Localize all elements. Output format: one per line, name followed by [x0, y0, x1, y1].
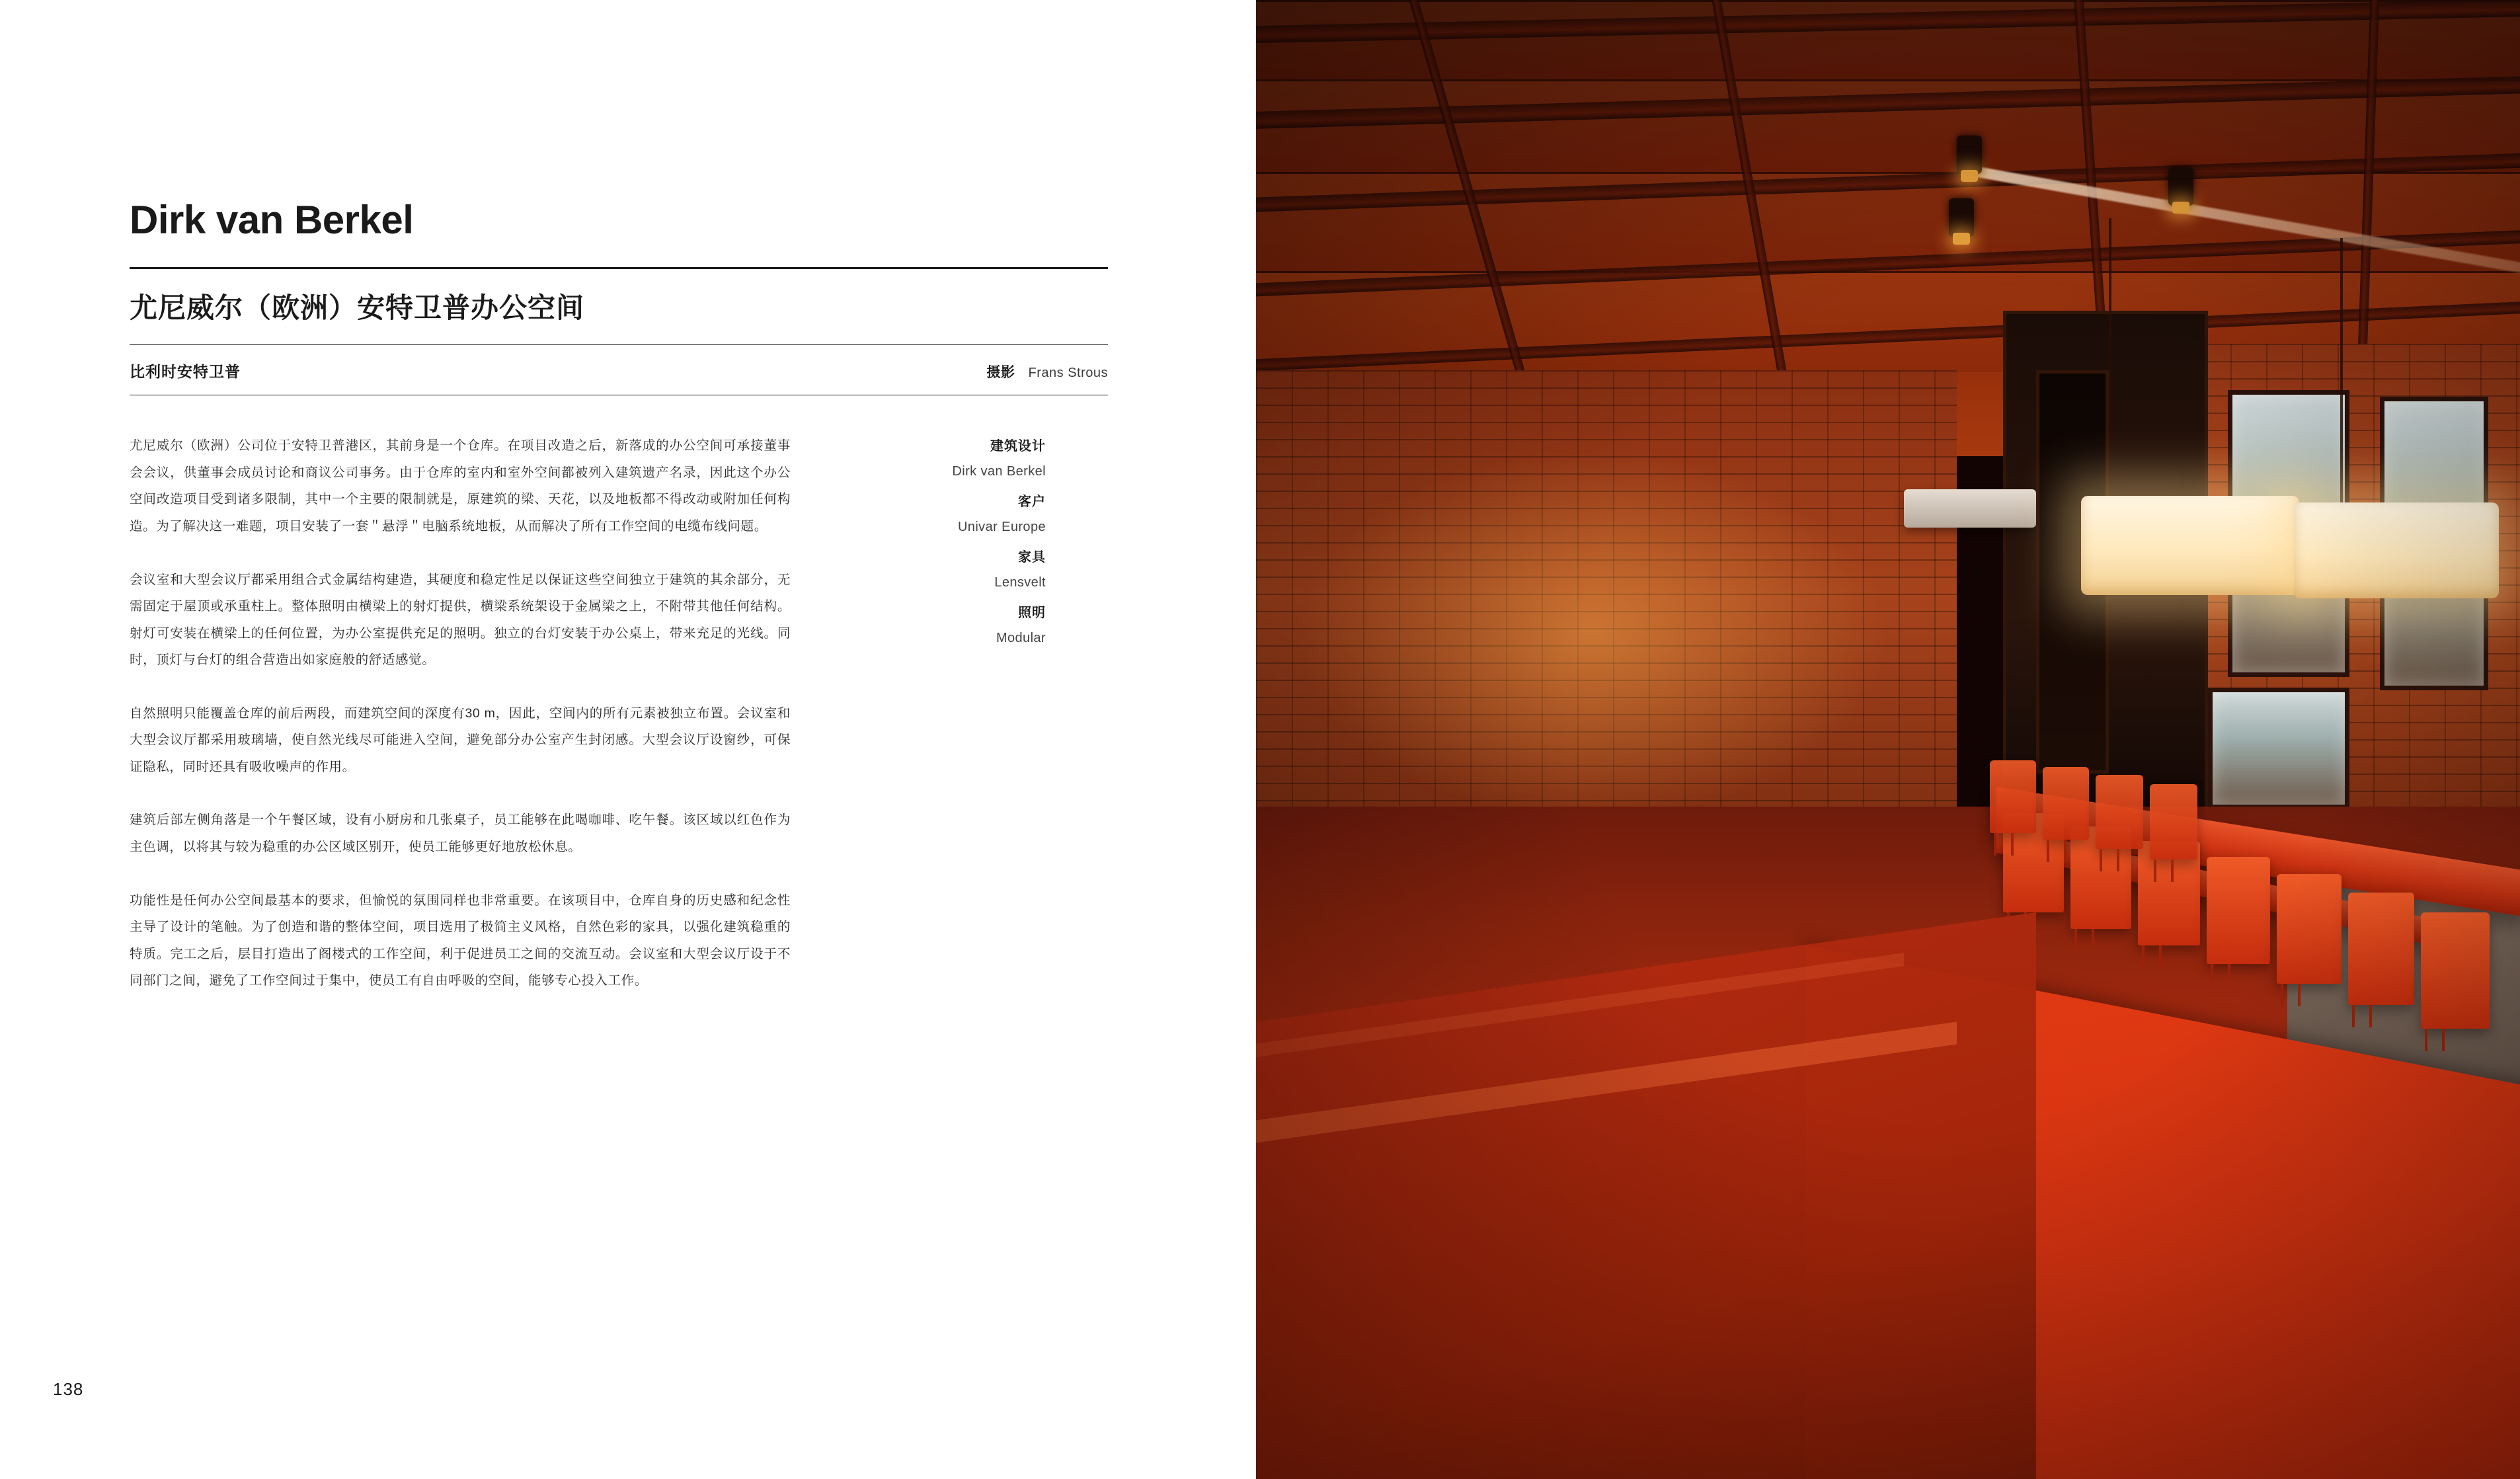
chair — [2207, 857, 2270, 964]
credits-column — [828, 432, 1046, 1020]
photo-credit-name: Frans Strous — [1028, 366, 1108, 381]
chair-far-side — [1990, 760, 2036, 833]
body-paragraph: 尤尼威尔（欧洲）公司位于安特卫普港区，其前身是一个仓库。在项目改造之后，新落成的办公空间可承接董事会会议，供董事会成员讨论和商议公司事务。由于仓库的室内和室外空间都被列入建筑遗产名录，因此这个办公空间改造项目受到诸多限制，其中一个主要的限制就是，原建筑的梁、天花，以及地板都不得改动或附加任何构造。为了解决这一难题，项目安装了一套＂悬浮＂电脑系统地板，从而解决了所有工作空间的电缆布线问题。 — [130, 438, 791, 534]
photo-credit-label: 摄影 — [986, 365, 1015, 381]
spotlight-icon — [1957, 136, 1982, 174]
chair-far-side — [2150, 784, 2197, 859]
chair — [2421, 912, 2490, 1029]
credit-value: Univar Europe — [957, 520, 1046, 535]
body-paragraph: 会议室和大型会议厅都采用组合式金属结构建造，其硬度和稳定性足以保证这些空间独立于建筑的其余部分，无需固定于屋顶或承重柱上。整体照明由横梁上的射灯提供，横梁系统架设于金属梁之上，不附带其他任何结构。射灯可安装在横梁上的任何位置，为办公室提供充足的照明。独立的台灯安装于办公桌上，带来充足的光线。同时，顶灯与台灯的组合营造出如家庭般的舒适感觉。 — [130, 572, 791, 668]
brick-wall-left — [1256, 370, 1957, 873]
credit-label: 建筑设计 — [990, 439, 1046, 454]
chair-far-side — [2096, 775, 2143, 849]
air-conditioner-unit — [1904, 489, 2036, 528]
left-text-page — [0, 0, 1256, 1479]
body-text-column — [130, 432, 791, 1020]
credit-value: Dirk van Berkel — [952, 464, 1046, 479]
window-small — [2208, 688, 2349, 809]
photo-credit — [986, 362, 1108, 381]
chair — [2277, 874, 2342, 984]
right-photo-page — [1256, 0, 2520, 1479]
chair-far-side — [2043, 767, 2089, 840]
page-number: 138 — [53, 1379, 84, 1399]
project-location: 比利时安特卫普 — [130, 363, 241, 381]
interior-photograph — [1256, 0, 2520, 1479]
chair — [2348, 893, 2414, 1005]
pendant-cord — [2109, 218, 2111, 496]
body-columns — [130, 432, 1108, 1020]
body-paragraph: 自然照明只能覆盖仓库的前后两段，而建筑空间的深度有30 m，因此，空间内的所有元素被独立布置。会议室和大型会议厅都采用玻璃墙，使自然光线尽可能进入空间，避免部分办公室产生封闭感。大型会议厅设窗纱，可保证隐私，同时还具有吸收噪声的作用。 — [130, 705, 791, 774]
body-paragraph: 功能性是任何办公空间最基本的要求，但愉悦的氛围同样也非常重要。在该项目中，仓库自身的历史感和纪念性主导了设计的笔触。为了创造和谐的整体空间，项目选用了极简主义风格，自然色彩的家具，以强化建筑稳重的特质。完工之后，层目打造出了阁楼式的工作空间，利于促进员工之间的交流互动。会议室和大型会议厅设于不同部门之间，避免了工作空间过于集中，使员工有自由呼吸的空间，能够专心投入工作。 — [130, 893, 791, 988]
credit-label: 照明 — [1018, 606, 1046, 621]
designer-name: Dirk van Berkel — [130, 198, 414, 242]
body-paragraph: 建筑后部左侧角落是一个午餐区域，设有小厨房和几张桌子，员工能够在此喝咖啡、吃午餐。该区域以红色作为主色调，以将其与较为稳重的办公区域区别开，使员工能够更好地放松休息。 — [130, 813, 791, 854]
project-meta-row — [130, 345, 1108, 395]
spotlight-icon — [2168, 167, 2193, 206]
credit-label: 客户 — [1018, 495, 1046, 510]
divider-thick — [130, 267, 1108, 269]
pendant-cord — [2340, 238, 2343, 502]
credit-label: 家具 — [1018, 550, 1046, 565]
spotlight-icon — [1949, 198, 1974, 237]
credit-value: Lensvelt — [994, 575, 1046, 590]
article-content — [130, 198, 1108, 1021]
pendant-lamp — [2294, 502, 2499, 598]
pendant-lamp — [2081, 496, 2299, 595]
credit-value: Modular — [996, 631, 1046, 646]
project-title: 尤尼威尔（欧洲）安特卫普办公空间 — [130, 292, 585, 323]
